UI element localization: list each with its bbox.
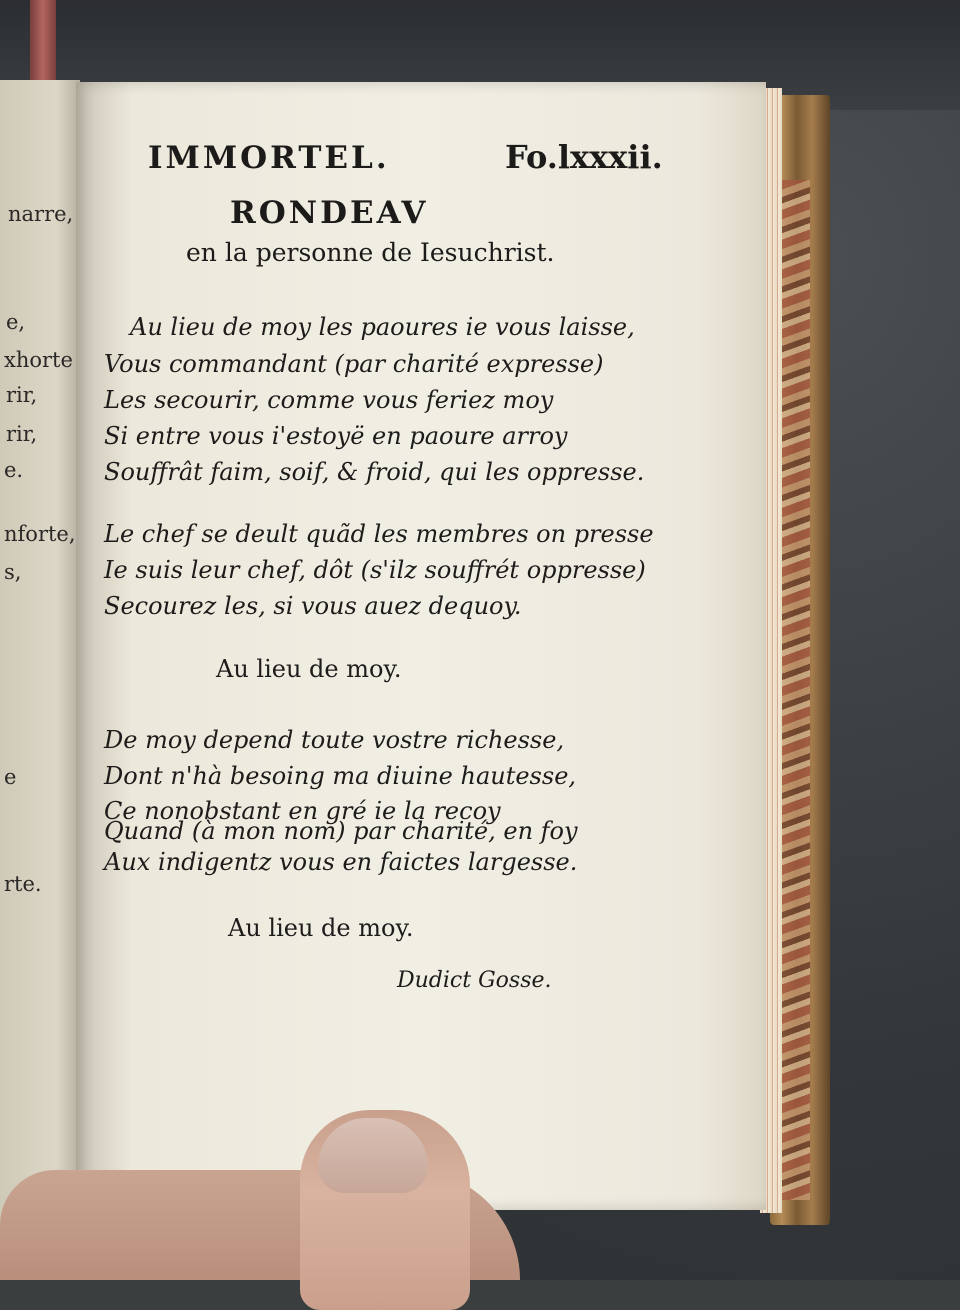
folio-number: Fo.lxxxii. xyxy=(505,138,663,176)
left-page xyxy=(0,80,80,1230)
left-fragment: rir, xyxy=(6,422,38,446)
verse-line: De moy depend toute vostre richesse, xyxy=(104,726,565,754)
verse-line: Secourez les, si vous auez dequoy. xyxy=(104,592,522,620)
left-fragment: narre, xyxy=(8,202,74,226)
left-fragment: e, xyxy=(6,310,26,334)
marbled-edge xyxy=(782,180,810,1200)
poem-subtitle: en la personne de Iesuchrist. xyxy=(186,238,555,267)
verse-line: Dont n'hà besoing ma diuine hautesse, xyxy=(104,762,577,790)
poem-title: RONDEAV xyxy=(230,195,429,231)
refrain: Au lieu de moy. xyxy=(216,655,402,683)
left-fragment: rir, xyxy=(6,383,38,407)
left-fragment: rte. xyxy=(4,872,42,896)
signature: Dudict Gosse. xyxy=(397,968,552,993)
refrain: Au lieu de moy. xyxy=(228,914,414,942)
verse-line: Vous commandant (par charité expresse) xyxy=(104,350,604,378)
left-fragment: e xyxy=(4,765,17,789)
verse-line: Au lieu de moy les paoures ie vous laisse, xyxy=(130,313,635,341)
verse-line: Le chef se deult quãd les membres on presse xyxy=(104,520,654,548)
thumbnail xyxy=(318,1118,428,1193)
left-fragment: xhorte xyxy=(4,348,73,372)
verse-line: Ce nonobstant en gré ie la recoy xyxy=(104,797,501,825)
verse-line: Les secourir, comme vous feriez moy xyxy=(104,386,554,414)
left-fragment: s, xyxy=(4,560,22,584)
verse-line: Si entre vous i'estoyë en paoure arroy xyxy=(104,422,568,450)
left-fragment: nforte, xyxy=(4,522,76,546)
verse-line: Ie suis leur chef, dôt (s'ilz souffrét oppresse) xyxy=(104,556,646,584)
running-title: IMMORTEL. xyxy=(148,140,390,176)
left-fragment: e. xyxy=(4,458,24,482)
verse-line: Souffrât faim, soif, & froid, qui les oppresse. xyxy=(104,458,645,486)
verse-line: Quand (à mon nom) par charité, en foy xyxy=(104,817,578,845)
verse-line: Aux indigentz vous en faictes largesse. xyxy=(104,848,578,876)
